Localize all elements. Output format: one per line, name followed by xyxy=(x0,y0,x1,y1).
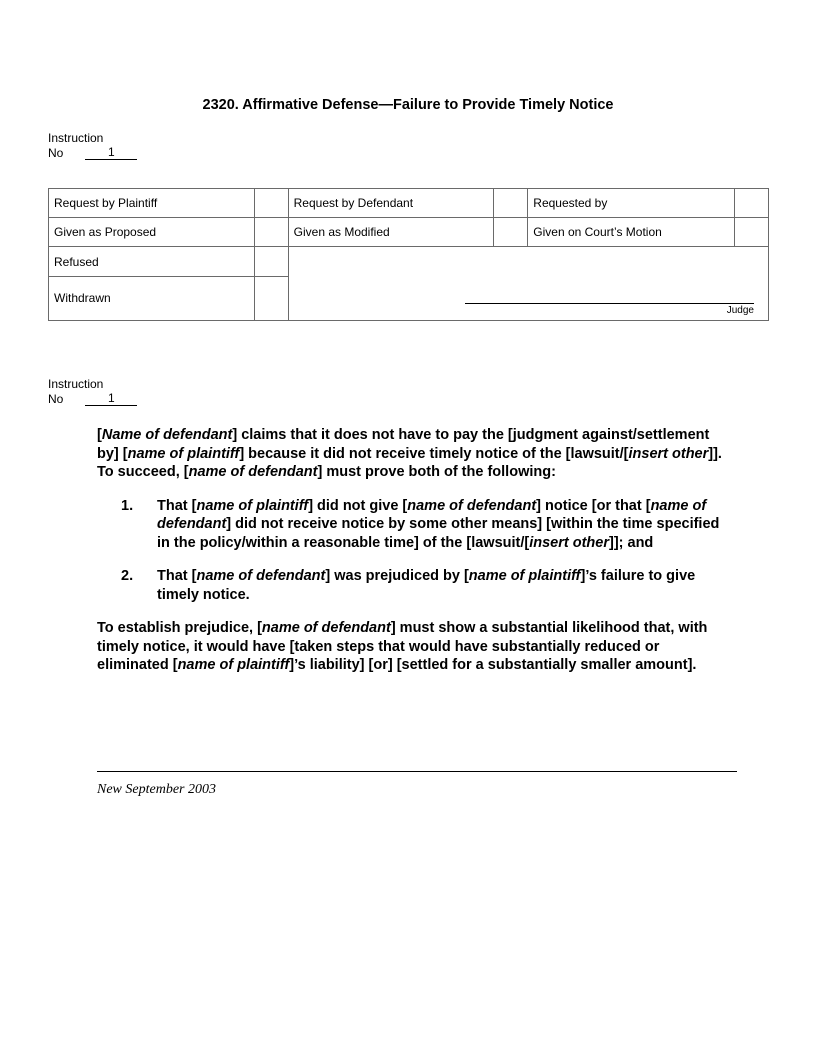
text-run: [ xyxy=(97,427,102,443)
instruction-no-label: No xyxy=(48,145,64,160)
text-run: To establish prejudice, [ xyxy=(97,620,262,636)
text-run: ] notice [or that [ xyxy=(536,497,651,514)
text-run: ] did not receive notice by some other means] [within the time specified in the policy/within a reasonable time] of the [lawsuit/[ xyxy=(157,516,720,551)
instruction-block xyxy=(48,131,137,160)
divider xyxy=(97,771,737,772)
list-item xyxy=(97,567,722,604)
text-run: ]’s failure to give timely notice. xyxy=(157,568,696,603)
intro-paragraph xyxy=(97,426,722,482)
refused-checkbox[interactable] xyxy=(254,247,288,276)
refused-label: Refused xyxy=(49,247,255,276)
history-note: New September 2003 xyxy=(97,782,216,797)
text-run: ]]. To succeed, [ xyxy=(97,445,722,480)
request-by-plaintiff-label: Request by Plaintiff xyxy=(49,189,255,218)
given-as-modified-checkbox[interactable] xyxy=(494,218,528,247)
text-run: ] was prejudiced by [ xyxy=(325,568,469,584)
judge-label: Judge xyxy=(726,305,754,317)
placeholder-text: insert other xyxy=(529,534,609,551)
list-item-number: 2. xyxy=(121,568,134,584)
judge-signature-area xyxy=(288,247,768,321)
text-run: ]]; and xyxy=(608,534,654,551)
instruction-no-label: No xyxy=(48,391,64,406)
withdrawn-checkbox[interactable] xyxy=(254,276,288,320)
instruction-number: 1 xyxy=(85,146,137,161)
instruction-label: Instruction xyxy=(48,377,104,391)
text-run: ] must prove both of the following: xyxy=(317,464,556,480)
requested-by-checkbox[interactable] xyxy=(734,189,768,218)
text-run: That [ xyxy=(157,497,197,514)
withdrawn-label: Withdrawn xyxy=(49,276,255,320)
page-title: 2320. Affirmative Defense—Failure to Provide Timely Notice xyxy=(202,97,614,113)
given-as-modified-label: Given as Modified xyxy=(288,218,494,247)
text-run: That [ xyxy=(157,568,197,584)
instruction-body xyxy=(97,426,722,675)
placeholder-text: name of plaintiff xyxy=(196,497,309,514)
placeholder-text: insert other xyxy=(628,445,709,462)
placeholder-text: Name of defendant xyxy=(101,427,233,443)
elements-list xyxy=(97,497,722,605)
request-table xyxy=(48,188,769,321)
instruction-number: 1 xyxy=(85,392,137,407)
request-by-defendant-checkbox[interactable] xyxy=(494,189,528,218)
placeholder-text: name of plaintiff xyxy=(177,657,290,673)
instruction-block xyxy=(48,377,137,406)
placeholder-text: name of defendant xyxy=(196,568,326,584)
list-item-text xyxy=(157,497,722,553)
placeholder-text: name of plaintiff xyxy=(468,568,581,584)
request-by-plaintiff-checkbox[interactable] xyxy=(254,189,288,218)
given-on-courts-motion-label: Given on Court’s Motion xyxy=(528,218,735,247)
prejudice-paragraph xyxy=(97,619,722,675)
list-item-number: 1. xyxy=(121,497,134,514)
list-item-text xyxy=(157,567,722,604)
text-run: ] because it did not receive timely notice of the [lawsuit/[ xyxy=(239,445,629,462)
placeholder-text: name of defendant xyxy=(407,497,537,514)
instruction-label: Instruction xyxy=(48,131,104,145)
placeholder-text: name of defendant xyxy=(188,464,318,480)
list-item xyxy=(97,497,722,553)
placeholder-text: name of defendant xyxy=(261,620,391,636)
placeholder-text: name of plaintiff xyxy=(127,445,240,462)
judge-signature-line[interactable] xyxy=(465,303,754,304)
given-as-proposed-label: Given as Proposed xyxy=(49,218,255,247)
text-run: ]’s liability] [or] [settled for a substantially smaller amount]. xyxy=(289,657,697,673)
given-on-courts-motion-checkbox[interactable] xyxy=(734,218,768,247)
requested-by-label: Requested by xyxy=(528,189,735,218)
request-by-defendant-label: Request by Defendant xyxy=(288,189,494,218)
placeholder-text: name of defendant xyxy=(157,497,707,532)
text-run: ] claims that it does not have to pay the [judgment against/settlement by] [ xyxy=(97,427,710,462)
given-as-proposed-checkbox[interactable] xyxy=(254,218,288,247)
text-run: ] must show a substantial likelihood that, with timely notice, it would have [taken steps that would have substantially reduced or eliminated [ xyxy=(97,620,708,673)
text-run: ] did not give [ xyxy=(308,497,408,514)
